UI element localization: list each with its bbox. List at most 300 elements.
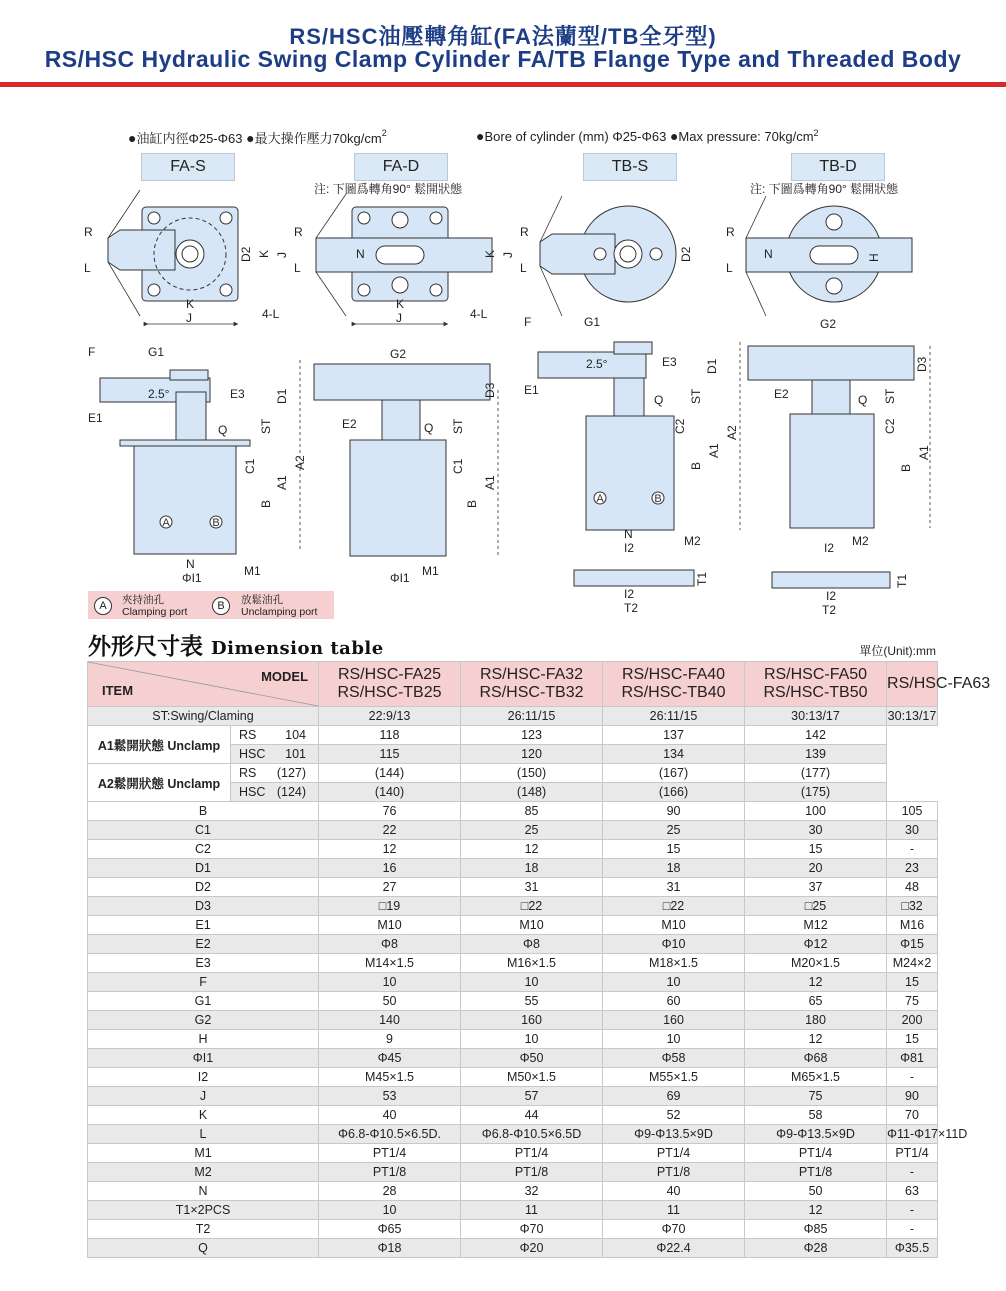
table-cell: Φ18 bbox=[319, 1239, 461, 1258]
table-cell: M24×2 bbox=[887, 954, 938, 973]
table-cell: (175) bbox=[745, 783, 887, 802]
clamping-port-cn: 夾持油孔 bbox=[122, 594, 164, 606]
bullet-icon: ● bbox=[669, 128, 679, 144]
table-cell: 140 bbox=[319, 1011, 461, 1030]
row-label: D3 bbox=[88, 897, 319, 916]
label-i1: ΦI1 bbox=[390, 571, 410, 585]
table-cell: □22 bbox=[603, 897, 745, 916]
table-cell: 18 bbox=[461, 859, 603, 878]
table-cell: 30:13/17 bbox=[887, 707, 938, 726]
table-cell: - bbox=[887, 1220, 938, 1239]
label-q: Q bbox=[424, 421, 434, 435]
unclamping-port-en: Unclamping port bbox=[241, 606, 318, 618]
label-k: K bbox=[186, 297, 195, 311]
table-cell: Φ70 bbox=[603, 1220, 745, 1239]
table-row bbox=[88, 1011, 938, 1030]
dimension-table bbox=[87, 661, 991, 1258]
view-label-tb-s: TB-S bbox=[583, 153, 677, 181]
label-d1: D1 bbox=[705, 358, 719, 374]
table-cell: 118 bbox=[319, 726, 461, 745]
table-cell: 31 bbox=[461, 878, 603, 897]
table-cell: M65×1.5 bbox=[745, 1068, 887, 1087]
label-m1: M1 bbox=[244, 564, 261, 578]
table-cell: 50 bbox=[319, 992, 461, 1011]
table-cell: (177) bbox=[745, 764, 887, 783]
label-a2: A2 bbox=[725, 425, 739, 440]
header-model-63: RS/HSC-FA63 bbox=[887, 662, 938, 707]
table-cell: Φ50 bbox=[461, 1049, 603, 1068]
table-cell: Φ65 bbox=[319, 1220, 461, 1239]
header-model-50: RS/HSC-FA50 RS/HSC-TB50 bbox=[745, 662, 887, 707]
table-row bbox=[88, 878, 938, 897]
dimension-table-title bbox=[88, 628, 384, 661]
table-cell: 90 bbox=[603, 802, 745, 821]
table-cell: Φ9-Φ13.5×9D bbox=[745, 1125, 887, 1144]
spec-bore-cn: 油缸内徑Φ25-Φ63 bbox=[136, 131, 243, 146]
table-cell: 28 bbox=[319, 1182, 461, 1201]
table-row bbox=[88, 1030, 938, 1049]
view-label-tb-d: TB-D bbox=[791, 153, 885, 181]
table-row bbox=[88, 1163, 938, 1182]
table-cell: 12 bbox=[745, 973, 887, 992]
table-cell: - bbox=[887, 840, 938, 859]
table-cell: (148) bbox=[461, 783, 603, 802]
table-row bbox=[88, 1068, 938, 1087]
label-c1: C1 bbox=[243, 458, 257, 474]
table-cell: 11 bbox=[603, 1201, 745, 1220]
dimension-title-cn: 外形尺寸表 bbox=[88, 633, 203, 660]
view-label-fa-s: FA-S bbox=[141, 153, 235, 181]
row-label: G1 bbox=[88, 992, 319, 1011]
label-r: R bbox=[84, 225, 93, 239]
label-a1: A1 bbox=[707, 443, 721, 458]
fa-s-side-view bbox=[100, 370, 250, 554]
table-cell: 25 bbox=[603, 821, 745, 840]
table-cell: 100 bbox=[745, 802, 887, 821]
table-cell: Φ58 bbox=[603, 1049, 745, 1068]
svg-text:A: A bbox=[162, 517, 170, 529]
table-cell: 22:9/13 bbox=[319, 707, 461, 726]
table-cell: PT1/8 bbox=[603, 1163, 745, 1182]
row-label: F bbox=[88, 973, 319, 992]
row-label: D1 bbox=[88, 859, 319, 878]
note-fa-d: 注: 下圖爲轉角90° 鬆開狀態 bbox=[314, 182, 463, 196]
table-cell: (167) bbox=[603, 764, 745, 783]
table-cell: 12 bbox=[319, 840, 461, 859]
table-cell: Φ11-Φ17×11D bbox=[887, 1125, 938, 1144]
table-cell: 30 bbox=[745, 821, 887, 840]
table-cell: Φ70 bbox=[461, 1220, 603, 1239]
bullet-icon: ● bbox=[128, 130, 137, 146]
table-cell: PT1/4 bbox=[745, 1144, 887, 1163]
row-label: C1 bbox=[88, 821, 319, 840]
table-cell: M18×1.5 bbox=[603, 954, 745, 973]
table-cell: 76 bbox=[319, 802, 461, 821]
row-label: D2 bbox=[88, 878, 319, 897]
view-label-fa-d: FA-D bbox=[354, 153, 448, 181]
svg-text:B: B bbox=[212, 517, 220, 529]
table-cell: 90 bbox=[887, 1087, 938, 1106]
table-cell: 69 bbox=[603, 1087, 745, 1106]
row-label: ST:Swing/Claming bbox=[88, 707, 319, 726]
label-n: N bbox=[764, 247, 773, 261]
label-i2: I2 bbox=[624, 541, 635, 555]
label-d3: D3 bbox=[483, 382, 497, 398]
table-cell: Φ35.5 bbox=[887, 1239, 938, 1258]
row-sublabel: HSC (124) bbox=[231, 783, 319, 802]
table-cell: 115 bbox=[319, 745, 461, 764]
row-label: ΦI1 bbox=[88, 1049, 319, 1068]
table-cell: 180 bbox=[745, 1011, 887, 1030]
label-e2: E2 bbox=[774, 387, 789, 401]
table-cell: Φ6.8-Φ10.5×6.5D. bbox=[319, 1125, 461, 1144]
table-cell: 57 bbox=[461, 1087, 603, 1106]
spec-line-english bbox=[476, 128, 819, 144]
table-cell: 9 bbox=[319, 1030, 461, 1049]
table-cell: PT1/4 bbox=[603, 1144, 745, 1163]
row-label: J bbox=[88, 1087, 319, 1106]
port-legend bbox=[88, 591, 334, 619]
table-cell: Φ20 bbox=[461, 1239, 603, 1258]
table-cell: 10 bbox=[319, 973, 461, 992]
label-k: K bbox=[257, 249, 271, 258]
row-sublabel: HSC 101 bbox=[231, 745, 319, 764]
table-cell: M16 bbox=[887, 916, 938, 935]
label-k: K bbox=[396, 297, 405, 311]
table-cell: M50×1.5 bbox=[461, 1068, 603, 1087]
table-header-row bbox=[88, 662, 938, 707]
row-label: C2 bbox=[88, 840, 319, 859]
table-cell: - bbox=[887, 1201, 938, 1220]
header-model-item bbox=[88, 662, 319, 707]
table-cell: M10 bbox=[461, 916, 603, 935]
page-title-english: RS/HSC Hydraulic Swing Clamp Cylinder FA/TB Flange Type and Threaded Body bbox=[44, 46, 962, 72]
label-d2: D2 bbox=[239, 246, 253, 262]
table-row bbox=[88, 1049, 938, 1068]
row-label-a1: A1鬆開狀態 Unclamp bbox=[88, 726, 231, 764]
label-l: L bbox=[520, 261, 527, 275]
table-cell: 15 bbox=[603, 840, 745, 859]
table-cell: M45×1.5 bbox=[319, 1068, 461, 1087]
table-cell: - bbox=[887, 1068, 938, 1087]
table-cell: □25 bbox=[745, 897, 887, 916]
table-cell: 75 bbox=[887, 992, 938, 1011]
table-cell: 105 bbox=[887, 802, 938, 821]
table-row bbox=[88, 840, 938, 859]
label-4l: 4-L bbox=[262, 307, 280, 321]
row-label: E1 bbox=[88, 916, 319, 935]
tb-s-top-view bbox=[540, 206, 676, 302]
header-model-25: RS/HSC-FA25 RS/HSC-TB25 bbox=[319, 662, 461, 707]
table-row bbox=[88, 1182, 938, 1201]
note-tb-d: 注: 下圖爲轉角90° 鬆開狀態 bbox=[750, 182, 899, 196]
table-cell: M20×1.5 bbox=[745, 954, 887, 973]
dimension-title-en: Dimension table bbox=[211, 638, 384, 659]
row-label: K bbox=[88, 1106, 319, 1125]
table-cell: (144) bbox=[319, 764, 461, 783]
spec-pressure-cn-sup: 2 bbox=[381, 128, 387, 138]
table-cell: 75 bbox=[745, 1087, 887, 1106]
row-label: T1×2PCS bbox=[88, 1201, 319, 1220]
table-cell: 15 bbox=[887, 973, 938, 992]
label-g2: G2 bbox=[390, 347, 407, 361]
label-angle: 2.5° bbox=[148, 387, 170, 401]
label-i2: I2 bbox=[624, 587, 635, 601]
table-cell: Φ10 bbox=[603, 935, 745, 954]
svg-text:B: B bbox=[654, 493, 662, 505]
table-cell: 20 bbox=[745, 859, 887, 878]
table-cell: 48 bbox=[887, 878, 938, 897]
table-cell: 12 bbox=[745, 1030, 887, 1049]
table-cell: Φ68 bbox=[745, 1049, 887, 1068]
row-label-a2: A2鬆開狀態 Unclamp bbox=[88, 764, 231, 802]
label-j: J bbox=[396, 311, 402, 325]
table-row-a1-rs bbox=[88, 726, 938, 745]
unclamping-port-symbol: B bbox=[212, 597, 230, 615]
table-cell: 63 bbox=[887, 1182, 938, 1201]
label-f: F bbox=[88, 345, 96, 359]
spec-pressure-en: Max pressure: 70kg/cm bbox=[678, 129, 814, 144]
label-t2: T2 bbox=[822, 603, 837, 617]
spec-pressure-cn: 最大操作壓力70kg/cm bbox=[254, 131, 382, 146]
label-q: Q bbox=[858, 393, 868, 407]
table-cell: Φ28 bbox=[745, 1239, 887, 1258]
label-j: J bbox=[275, 252, 289, 258]
table-row bbox=[88, 973, 938, 992]
table-cell: 123 bbox=[461, 726, 603, 745]
table-cell: 139 bbox=[745, 745, 887, 764]
table-cell: PT1/8 bbox=[461, 1163, 603, 1182]
label-l: L bbox=[726, 261, 733, 275]
table-row bbox=[88, 1144, 938, 1163]
table-row bbox=[88, 954, 938, 973]
label-c2: C2 bbox=[883, 418, 897, 434]
label-k: K bbox=[483, 249, 497, 258]
table-row-a2-rs bbox=[88, 764, 938, 783]
label-a1: A1 bbox=[917, 445, 931, 460]
table-cell: PT1/4 bbox=[319, 1144, 461, 1163]
table-cell: 55 bbox=[461, 992, 603, 1011]
table-cell: 22 bbox=[319, 821, 461, 840]
table-cell: 31 bbox=[603, 878, 745, 897]
title-divider bbox=[0, 82, 1006, 87]
label-c1: C1 bbox=[451, 458, 465, 474]
label-a1: A1 bbox=[483, 475, 497, 490]
table-cell: PT1/4 bbox=[461, 1144, 603, 1163]
label-c2: C2 bbox=[673, 418, 687, 434]
label-st: ST bbox=[883, 388, 897, 404]
label-st: ST bbox=[689, 388, 703, 404]
table-row-st bbox=[88, 707, 938, 726]
table-row bbox=[88, 935, 938, 954]
table-cell: 30:13/17 bbox=[745, 707, 887, 726]
row-label: M1 bbox=[88, 1144, 319, 1163]
row-label: E3 bbox=[88, 954, 319, 973]
label-g1: G1 bbox=[584, 315, 601, 329]
table-cell: 40 bbox=[603, 1182, 745, 1201]
label-a1: A1 bbox=[275, 475, 289, 490]
table-cell: 15 bbox=[745, 840, 887, 859]
table-cell: 50 bbox=[745, 1182, 887, 1201]
label-j: J bbox=[186, 311, 192, 325]
table-cell: Φ12 bbox=[745, 935, 887, 954]
table-cell: 32 bbox=[461, 1182, 603, 1201]
table-cell: 120 bbox=[461, 745, 603, 764]
table-row bbox=[88, 802, 938, 821]
table-row bbox=[88, 992, 938, 1011]
label-r: R bbox=[520, 225, 529, 239]
table-cell: 134 bbox=[603, 745, 745, 764]
table-row bbox=[88, 1087, 938, 1106]
table-row bbox=[88, 859, 938, 878]
table-cell: Φ85 bbox=[745, 1220, 887, 1239]
table-cell: Φ22.4 bbox=[603, 1239, 745, 1258]
label-e2: E2 bbox=[342, 417, 357, 431]
label-q: Q bbox=[218, 423, 228, 437]
row-label: N bbox=[88, 1182, 319, 1201]
table-cell: 70 bbox=[887, 1106, 938, 1125]
label-d1: D1 bbox=[275, 388, 289, 404]
label-angle: 2.5° bbox=[586, 357, 608, 371]
page-title-chinese: RS/HSC油壓轉角缸(FA法蘭型/TB全牙型) bbox=[289, 24, 717, 49]
table-cell: 60 bbox=[603, 992, 745, 1011]
label-t1: T1 bbox=[895, 573, 909, 588]
table-row bbox=[88, 1239, 938, 1258]
table-cell: PT1/8 bbox=[745, 1163, 887, 1182]
table-row bbox=[88, 916, 938, 935]
table-cell: 44 bbox=[461, 1106, 603, 1125]
label-t2: T2 bbox=[624, 601, 639, 615]
table-cell: 25 bbox=[461, 821, 603, 840]
table-row bbox=[88, 1220, 938, 1239]
row-label: M2 bbox=[88, 1163, 319, 1182]
label-b: B bbox=[899, 463, 913, 472]
row-label: Q bbox=[88, 1239, 319, 1258]
row-label: L bbox=[88, 1125, 319, 1144]
table-cell: 10 bbox=[319, 1201, 461, 1220]
table-cell: 26:11/15 bbox=[461, 707, 603, 726]
label-st: ST bbox=[259, 418, 273, 434]
fa-d-top-view bbox=[316, 207, 492, 301]
table-cell: 23 bbox=[887, 859, 938, 878]
table-cell: 53 bbox=[319, 1087, 461, 1106]
table-cell: 10 bbox=[603, 973, 745, 992]
table-cell: 12 bbox=[461, 840, 603, 859]
label-i2: I2 bbox=[824, 541, 835, 555]
table-cell: M55×1.5 bbox=[603, 1068, 745, 1087]
table-cell: (140) bbox=[319, 783, 461, 802]
table-cell: 15 bbox=[887, 1030, 938, 1049]
table-cell: (150) bbox=[461, 764, 603, 783]
table-cell: M16×1.5 bbox=[461, 954, 603, 973]
spec-pressure-en-sup: 2 bbox=[813, 128, 819, 138]
table-cell: 200 bbox=[887, 1011, 938, 1030]
label-r: R bbox=[294, 225, 303, 239]
label-e3: E3 bbox=[662, 355, 677, 369]
unit-label: 單位(Unit):mm bbox=[859, 644, 936, 658]
table-cell: □22 bbox=[461, 897, 603, 916]
label-l: L bbox=[294, 261, 301, 275]
table-cell: (166) bbox=[603, 783, 745, 802]
label-4l: 4-L bbox=[470, 307, 488, 321]
table-cell: 142 bbox=[745, 726, 887, 745]
label-e1: E1 bbox=[88, 411, 103, 425]
header-model-32: RS/HSC-FA32 RS/HSC-TB32 bbox=[461, 662, 603, 707]
row-sublabel: RS 104 bbox=[231, 726, 319, 745]
table-cell: 137 bbox=[603, 726, 745, 745]
table-cell: 26:11/15 bbox=[603, 707, 745, 726]
table-cell: Φ8 bbox=[461, 935, 603, 954]
label-q: Q bbox=[654, 393, 664, 407]
label-n: N bbox=[356, 247, 365, 261]
clamping-port-en: Clamping port bbox=[122, 606, 188, 618]
table-cell: M10 bbox=[603, 916, 745, 935]
label-f: F bbox=[524, 315, 532, 329]
label-b: B bbox=[465, 499, 479, 508]
header-model: MODEL bbox=[261, 669, 309, 684]
table-cell: 12 bbox=[745, 1201, 887, 1220]
label-j: J bbox=[501, 252, 515, 258]
table-cell: 10 bbox=[603, 1030, 745, 1049]
label-n: N bbox=[624, 527, 633, 541]
label-b: B bbox=[259, 499, 273, 508]
table-cell: Φ45 bbox=[319, 1049, 461, 1068]
table-cell: 10 bbox=[461, 973, 603, 992]
table-row bbox=[88, 821, 938, 840]
table-cell: Φ81 bbox=[887, 1049, 938, 1068]
label-e3: E3 bbox=[230, 387, 245, 401]
label-e1: E1 bbox=[524, 383, 539, 397]
label-m1: M1 bbox=[422, 564, 439, 578]
fa-s-top-view bbox=[108, 207, 238, 301]
table-cell: 30 bbox=[887, 821, 938, 840]
label-b: B bbox=[689, 461, 703, 470]
spec-line-chinese bbox=[128, 128, 387, 147]
table-cell: 16 bbox=[319, 859, 461, 878]
table-cell: M12 bbox=[745, 916, 887, 935]
table-cell: 160 bbox=[461, 1011, 603, 1030]
row-label: T2 bbox=[88, 1220, 319, 1239]
table-row bbox=[88, 1125, 938, 1144]
table-cell: 11 bbox=[461, 1201, 603, 1220]
table-cell: PT1/8 bbox=[319, 1163, 461, 1182]
label-g1: G1 bbox=[148, 345, 165, 359]
table-row bbox=[88, 1106, 938, 1125]
table-row bbox=[88, 897, 938, 916]
table-cell: 160 bbox=[603, 1011, 745, 1030]
table-cell: □19 bbox=[319, 897, 461, 916]
bullet-icon: ● bbox=[476, 128, 485, 144]
spec-bore-en: Bore of cylinder (mm) Φ25-Φ63 bbox=[484, 129, 667, 144]
label-i1: ΦI1 bbox=[182, 571, 202, 585]
label-l: L bbox=[84, 261, 91, 275]
label-n: N bbox=[186, 557, 195, 571]
table-cell: 18 bbox=[603, 859, 745, 878]
label-a2: A2 bbox=[293, 455, 307, 470]
svg-text:A: A bbox=[596, 493, 604, 505]
row-label: E2 bbox=[88, 935, 319, 954]
table-cell: □32 bbox=[887, 897, 938, 916]
table-cell: Φ8 bbox=[319, 935, 461, 954]
unclamping-port-cn: 放鬆油孔 bbox=[241, 594, 283, 606]
label-r: R bbox=[726, 225, 735, 239]
header-item: ITEM bbox=[102, 683, 134, 698]
label-d2: D2 bbox=[679, 246, 693, 262]
table-cell: Φ15 bbox=[887, 935, 938, 954]
table-cell: Φ6.8-Φ10.5×6.5D bbox=[461, 1125, 603, 1144]
table-cell: 37 bbox=[745, 878, 887, 897]
label-t1: T1 bbox=[695, 571, 709, 586]
